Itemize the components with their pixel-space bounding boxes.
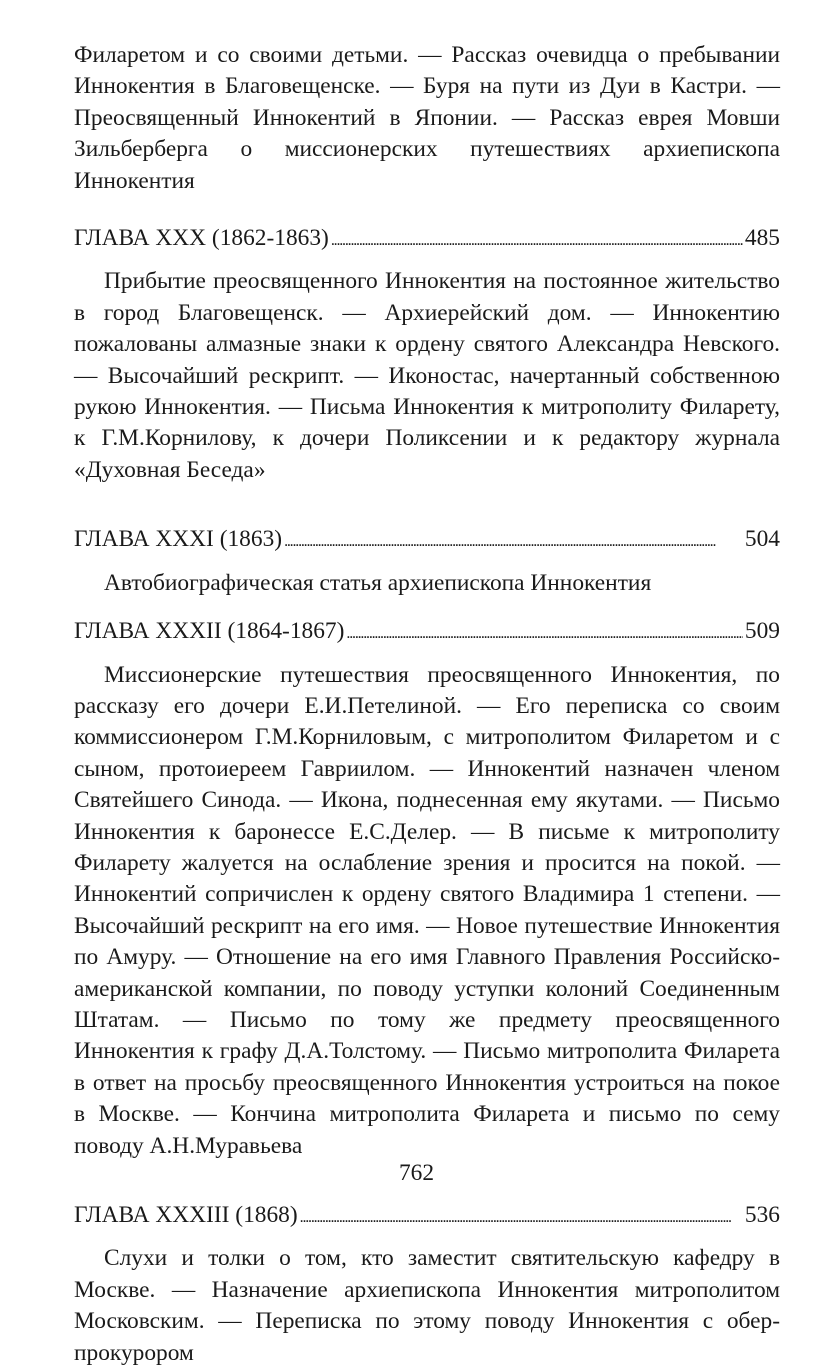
leader-dots <box>346 618 742 649</box>
chapter-30-summary: Прибытие преосвященного Иннокентия на постоянное жительство в город Благовещенск. — Архиерейский дом. — Иннокентию пожалованы алмазные знаки к ордену святого Александра Невского. — Высочайший рескрипт. — Иконостас, начертанный собственною рукою Иннокентия. — Письма Иннокентия к митрополиту Филарету, к Г.М.Корнилову, к дочери Поликсении и к редактору журнала «Духовная Беседа» <box>74 268 780 483</box>
chapter-32-page: 509 <box>744 618 780 645</box>
chapter-33-summary: Слухи и толки о том, кто заместит святительскую кафедру в Москве. — Назначение архиепископа Иннокентия митрополитом Московским. — Переписка по этому поводу Иннокентия с обер-прокурором <box>74 1245 780 1366</box>
chapter-32-title: ГЛАВА XXXII (1864-1867) <box>74 618 345 645</box>
chapter-31-title: ГЛАВА XXXI (1863) <box>74 526 283 553</box>
leader-dots <box>284 526 743 557</box>
chapter-30-page: 485 <box>744 225 780 252</box>
intro-paragraph: Филаретом и со своими детьми. — Рассказ очевидца о пребывании Иннокентия в Благовещенске. — Буря на пути из Дуи в Кастри. — Преосвященный Иннокентий в Японии. — Рассказ еврея Мовши Зильберберга о миссионерских путешествиях архиепископа Иннокентия <box>74 42 780 194</box>
chapter-33-page: 536 <box>744 1202 780 1228</box>
leader-dots <box>300 1202 743 1233</box>
chapter-33-title: ГЛАВА XXXIII (1868) <box>74 1202 298 1228</box>
leader-dots <box>331 225 743 256</box>
chapter-33-heading <box>74 1200 780 1233</box>
chapter-31-summary: Автобиографическая статья архиепископа Иннокентия <box>104 569 652 596</box>
chapter-31-page: 504 <box>744 526 780 553</box>
chapter-31-heading <box>74 524 780 557</box>
chapter-32-summary: Миссионерские путешествия преосвященного Иннокентия, по рассказу его дочери Е.И.Петелиной. — Его переписка со своим коммиссионером Г.М.Корниловым, с митрополитом Филаретом и с сыном, протоиереем Гавриилом. — Иннокентий назначен членом Святейшего Синода. — Икона, поднесенная ему якутами. — Письмо Иннокентия к баронессе Е.С.Делер. — В письме к митрополиту Филарету жалуется на ослабление зрения и просится на покой. — Иннокентий сопричислен к ордену святого Владимира 1 степени. — Высочайший рескрипт на его имя. — Новое путешествие Иннокентия по Амуру. — Отношение на его имя Главного Правления Российско-американской компании, по поводу уступки колоний Соединенным Штатам. — Письмо по тому же предмету преосвященного Иннокентия к графу Д.А.Толстому. — Письмо митрополита Филарета в ответ на просьбу преосвященного Иннокентия устроиться на покое в Москве. — Кончина митрополита Филарета и письмо по сему поводу А.Н.Муравьева <box>74 661 780 1159</box>
page-number: 762 <box>398 1160 435 1186</box>
chapter-30-heading <box>74 223 780 256</box>
chapter-32-heading <box>74 616 780 649</box>
chapter-30-title: ГЛАВА XXX (1862-1863) <box>74 225 329 252</box>
